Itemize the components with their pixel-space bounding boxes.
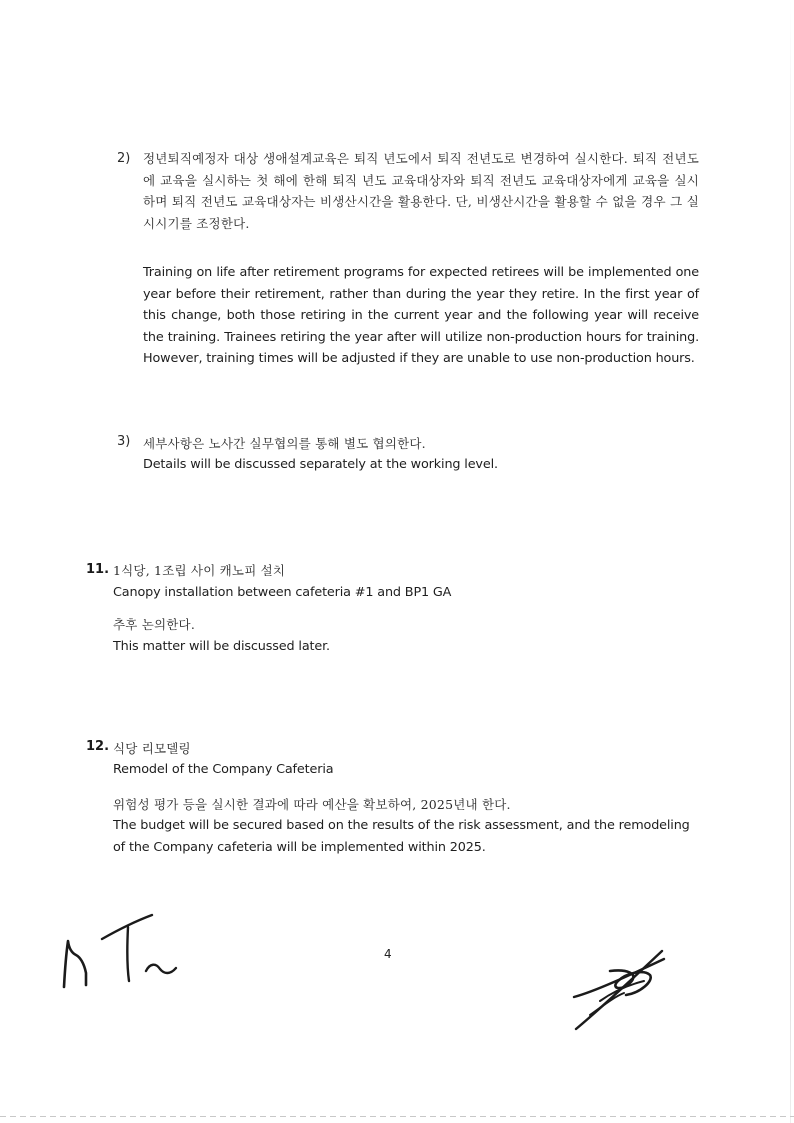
scan-bottom-noise [0,1116,794,1117]
section-12-english-body-line1: The budget will be secured based on the results of the risk assessment, and the remodeling [113,818,690,833]
section-11-korean-body: 추후 논의한다. [113,617,195,632]
item-3-english-text: Details will be discussed separately at the working level. [143,457,498,472]
scan-edge-shadow [790,0,791,1123]
section-12-korean-body: 위험성 평가 등을 실시한 결과에 따라 예산을 확보하여, 2025년내 한다. [113,797,511,812]
section-12-english-body-line2: of the Company cafeteria will be implemented within 2025. [113,840,486,855]
section-11-korean-title: 1식당, 1조립 사이 캐노피 설치 [113,563,286,578]
item-2-korean-text: 정년퇴직예정자 대상 생애설계교육은 퇴직 년도에서 퇴직 전년도로 변경하여 실시한다. 퇴직 전년도에 교육을 실시하는 첫 해에 한해 퇴직 년도 교육대상자와 퇴직 전년도 교육대상자에게 교육을 실시하며 퇴직 전년도 교육대상자는 비생산시간을 활용한다. 단, 비생산시간을 활용할 수 없을 경우 그 실시시기를 조정한다. [143,151,699,231]
section-12-number: 12. [86,739,110,754]
item-3-korean-text: 세부사항은 노사간 실무협의를 통해 별도 협의한다. [143,436,426,451]
item-2-english-text: Training on life after retirement programs for expected retirees will be implemented one year before their retirement, rather than during the year they retire. In the first year of this change, both those retiring in the current year and the following year will receive the training. Trainees retiring the year after will utilize non-production hours for training. However, training times will be adjusted if they are unable to use non-production hours. [143,265,699,366]
page-number: 4 [384,947,392,961]
section-11-number: 11. [86,562,110,577]
section-12-english-title: Remodel of the Company Cafeteria [113,762,334,777]
section-12-korean-title: 식당 리모델링 [113,741,191,756]
handwritten-initials-left [58,913,188,993]
section-11-english-title: Canopy installation between cafeteria #1 and BP1 GA [113,585,452,600]
section-11-english-body: This matter will be discussed later. [113,639,330,654]
handwritten-signature-right [570,945,680,1035]
item-3-number: 3) [117,434,131,449]
item-2-number: 2) [117,151,131,166]
